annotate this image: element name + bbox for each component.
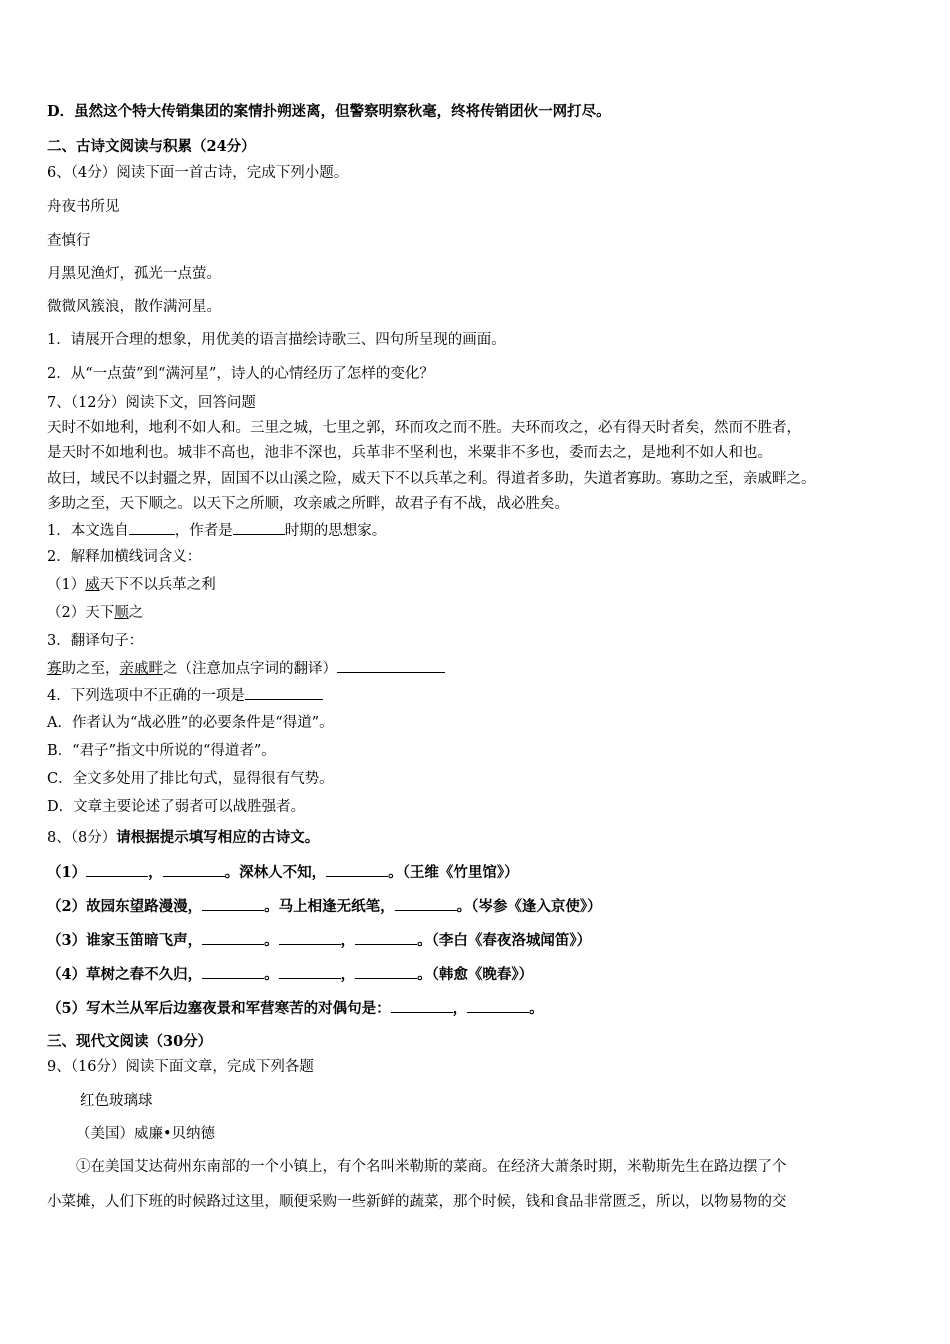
option-d: D．文章主要论述了弱者可以战胜强者。 <box>47 799 306 815</box>
section-2-heading: 二、古诗文阅读与积累（24分） <box>47 138 256 155</box>
item-1-prefix: （1） <box>47 577 86 593</box>
line-4-text: （4）草树之春不久归， <box>47 966 203 983</box>
line-5-text: （5）写木兰从军后边塞夜景和军营寒苦的对偶句是： <box>47 1000 391 1017</box>
question-7-sub-2-item-2 <box>47 603 143 623</box>
period: 。 <box>264 966 279 983</box>
question-8-line-2 <box>47 896 602 917</box>
sub-1-text-c: 时期的思想家。 <box>284 523 387 539</box>
line-1-label: （1） <box>47 864 87 881</box>
blank[interactable] <box>279 964 341 979</box>
line-3-source: 。（李白《春夜洛城闻笛》） <box>417 932 592 949</box>
question-8-instruction: 请根据提示填写相应的古诗文。 <box>116 829 320 846</box>
comma: ， <box>452 1000 468 1017</box>
question-7-sub-3-sentence <box>47 658 445 679</box>
sub-4-text: 4．下列选项中不正确的一项是 <box>47 688 245 704</box>
question-6-sub-1: 1．请展开合理的想象，用优美的语言描绘诗歌三、四句所呈现的画面。 <box>47 332 506 348</box>
answer-blank[interactable] <box>245 685 323 700</box>
underlined-word-shun: 顺 <box>114 605 129 621</box>
option-c: C．全文多处用了排比句式，显得很有气势。 <box>47 771 334 787</box>
blank[interactable] <box>202 964 264 979</box>
passage-line-4: 多助之至，天下顺之。以天下之所顺，攻亲戚之所畔，故君子有不战，战必胜矣。 <box>47 496 569 512</box>
underlined-qinqi: 亲戚 <box>119 661 149 677</box>
sentence-part-2: 之（注意加点字词的翻译） <box>163 661 337 677</box>
line-2-text-b: 。马上相逢无纸笔， <box>264 898 395 915</box>
passage-line-3: 故曰，域民不以封疆之界，固国不以山溪之险，威天下不以兵革之利。得道者多助，失道者寡助。寡助之至，亲戚畔之。 <box>47 471 816 487</box>
section-3-heading: 三、现代文阅读（30分） <box>47 1033 213 1050</box>
article-paragraph-1-line-1: ①在美国艾达荷州东南部的一个小镇上，有个名叫米勒斯的菜商。在经济大萧条时期，米勒斯先生在路边摆了个 <box>76 1159 787 1175</box>
blank[interactable] <box>202 930 264 945</box>
option-b: B．“君子”指文中所说的“得道者”。 <box>47 743 276 759</box>
blank[interactable] <box>279 930 341 945</box>
line-4-source: 。（韩愈《晚春》） <box>417 966 534 983</box>
question-8-intro <box>47 828 319 848</box>
comma: ， <box>340 932 356 949</box>
question-7-sub-4 <box>47 685 323 706</box>
comma: ， <box>148 864 163 881</box>
article-title: 红色玻璃球 <box>80 1093 153 1109</box>
item-2-text: 之 <box>128 605 144 621</box>
question-7-sub-2: 2．解释加横线词含义： <box>47 549 202 565</box>
poem-author: 查慎行 <box>47 233 91 249</box>
question-8-line-4 <box>47 964 533 985</box>
line-2-text: （2）故园东望路漫漫， <box>47 898 203 915</box>
blank[interactable] <box>326 862 388 877</box>
blank[interactable] <box>391 998 453 1013</box>
line-1-source: 。（王维《竹里馆》） <box>388 864 519 881</box>
poem-line-2: 微微风簇浪，散作满河星。 <box>47 299 221 315</box>
blank[interactable] <box>355 964 417 979</box>
poem-line-1: 月黑见渔灯，孤光一点萤。 <box>47 266 221 282</box>
blank[interactable] <box>163 862 225 877</box>
period: 。 <box>529 1000 544 1017</box>
option-a: A．作者认为“战必胜”的必要条件是“得道”。 <box>47 715 334 731</box>
question-7-sub-2-item-1 <box>47 575 216 595</box>
author-era-blank[interactable] <box>233 520 285 535</box>
sentence-part-1: 助之至， <box>61 661 120 677</box>
question-8-line-1 <box>47 862 519 883</box>
question-8-line-5 <box>47 998 544 1019</box>
question-8-number: 8、（8分） <box>47 830 117 846</box>
question-5-option-d: D．虽然这个特大传销集团的案情扑朔迷离，但警察明察秋毫，终将传销团伙一网打尽。 <box>47 103 611 120</box>
underlined-word-wei: 威 <box>85 577 100 593</box>
underlined-gua: 寡 <box>47 661 62 677</box>
article-author: （美国）威廉•贝纳德 <box>76 1126 216 1142</box>
source-blank[interactable] <box>129 520 175 535</box>
passage-line-1: 天时不如地利，地利不如人和。三里之城，七里之郭，环而攻之而不胜。夫环而攻之，必有得天时者矣，然而不胜者， <box>47 420 801 436</box>
question-8-line-3 <box>47 930 591 951</box>
question-9-intro: 9、（16分）阅读下面文章，完成下列各题 <box>47 1059 314 1075</box>
passage-line-2: 是天时不如地利也。城非不高也，池非不深也，兵革非不坚利也，米粟非不多也，委而去之，是地利不如人和也。 <box>47 445 772 461</box>
period: 。 <box>264 932 279 949</box>
article-paragraph-1-line-2: 小菜摊，人们下班的时候路过这里，顺便采购一些新鲜的蔬菜，那个时候，钱和食品非常匮乏，所以，以物易物的交 <box>47 1194 787 1210</box>
item-1-text: 天下不以兵革之利 <box>99 577 216 593</box>
comma: ， <box>340 966 356 983</box>
question-7-sub-3: 3．翻译句子： <box>47 633 144 649</box>
underlined-pan: 畔 <box>148 661 163 677</box>
blank[interactable] <box>86 862 148 877</box>
question-7-sub-1 <box>47 520 386 541</box>
blank[interactable] <box>467 998 529 1013</box>
poem-title: 舟夜书所见 <box>47 199 120 215</box>
line-1-text: 。深林人不知， <box>224 864 327 881</box>
line-3-text: （3）谁家玉笛暗飞声， <box>47 932 203 949</box>
blank[interactable] <box>395 896 457 911</box>
blank[interactable] <box>202 896 264 911</box>
item-2-prefix: （2）天下 <box>47 605 115 621</box>
blank[interactable] <box>355 930 417 945</box>
translation-blank[interactable] <box>337 658 445 673</box>
sub-1-text-a: 1．本文选自 <box>47 523 129 539</box>
question-6-intro: 6、（4分）阅读下面一首古诗，完成下列小题。 <box>47 165 349 181</box>
question-6-sub-2: 2．从“一点萤”到“满河星”，诗人的心情经历了怎样的变化？ <box>47 366 434 382</box>
question-7-intro: 7、（12分）阅读下文，回答问题 <box>47 395 256 411</box>
line-2-source: 。（岑参《逢入京使》） <box>456 898 602 915</box>
sub-1-text-b: ，作者是 <box>174 523 233 539</box>
